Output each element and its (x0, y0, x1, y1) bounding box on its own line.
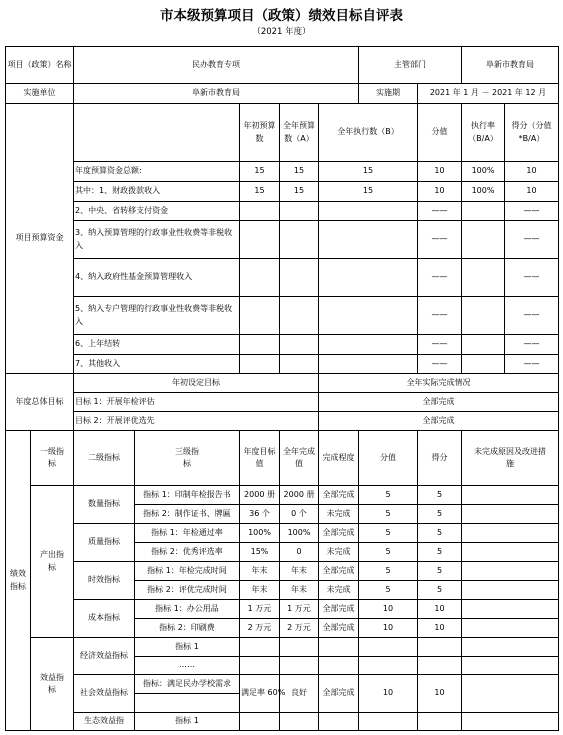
table-row: 生态效益指 指标 1 (6, 713, 559, 731)
table-row: 质量指标 指标 1：年检通过率 100% 100% 全部完成 5 5 (6, 524, 559, 543)
benefit-label: 效益指标 (31, 638, 74, 731)
period-label: 实施期 (359, 84, 418, 104)
project-name-value: 民办教育专项 (74, 47, 359, 84)
output-label: 产出指标 (31, 486, 74, 638)
table-row: 成本指标 指标 1：办公用品 1 万元 1 万元 全部完成 10 10 (6, 600, 559, 619)
funds-row: 2、中央、省转移支付资金 —— —— (6, 202, 559, 221)
col-full-budget: 全年预算数（A） (280, 104, 319, 162)
col-weight: 分值 (418, 104, 462, 162)
perf-h-weight: 分值 (359, 431, 418, 486)
perf-h-reason: 未完成原因及改进措施 (462, 431, 559, 486)
project-name-label: 项目（政策）名称 (6, 47, 74, 84)
funds-row: 7、其他收入 —— —— (6, 355, 559, 374)
funds-row: 5、纳入专户管理的行政事业性收费等非税收入 —— —— (6, 297, 559, 335)
perf-h-l2: 二级指标 (74, 431, 135, 486)
perf-h-degree: 完成程度 (319, 431, 359, 486)
col-exec-rate: 执行率（B/A） (462, 104, 505, 162)
goal-planned-header: 年初设定目标 (74, 374, 319, 393)
perf-h-score: 得分 (418, 431, 462, 486)
period-value: 2021 年 1 月 － 2021 年 12 月 (418, 84, 559, 104)
page-subtitle-year: （2021 年度） (252, 27, 311, 37)
table-row: 指标 2：制作证书、牌匾 36 个 0 个 未完成 5 5 (6, 505, 559, 524)
table-row: 指标 2：评优完成时间 年末 年末 未完成 5 5 (6, 581, 559, 600)
page-title: 市本级预算项目（政策）绩效目标自评表 (160, 8, 403, 24)
annual-goal-label: 年度总体目标 (6, 374, 74, 431)
economic-benefit-label: 经济效益指标 (74, 638, 135, 675)
goal-actual-header: 全年实际完成情况 (319, 374, 559, 393)
perf-h-l3: 三级指标 (135, 431, 240, 486)
funds-row: 6、上年结转 —— —— (6, 335, 559, 355)
funds-row: 其中：1、财政拨款收入 15 15 15 10 100% 10 (6, 182, 559, 202)
dept-value: 阜新市教育局 (462, 47, 559, 84)
funds-row: 年度预算资金总额: 15 15 15 10 100% 10 (6, 162, 559, 182)
social-benefit-label: 社会效益指标 (74, 675, 135, 713)
funds-row: 3、纳入预算管理的行政事业性收费等非税收入 —— —— (6, 221, 559, 259)
perf-h-target: 年度目标值 (240, 431, 280, 486)
funds-row: 4、纳入政府性基金预算管理收入 —— —— (6, 259, 559, 297)
goal-row: 目标 2：开展评优选先 全部完成 (6, 412, 559, 431)
col-full-exec: 全年执行数（B） (319, 104, 418, 162)
eco-benefit-label: 生态效益指 (74, 713, 135, 731)
evaluation-table (5, 46, 559, 731)
dept-label: 主管部门 (359, 47, 462, 84)
perf-h-l1: 一级指标 (31, 431, 74, 486)
table-row: 时效指标 指标 1：年检完成时间 年末 年末 全部完成 5 5 (6, 562, 559, 581)
col-initial-budget: 年初预算数 (240, 104, 280, 162)
unit-value: 阜新市教育局 (74, 84, 359, 104)
table-row: 产出指标 数量指标 指标 1：印制年检报告书 2000 册 2000 册 全部完成 5 5 (6, 486, 559, 505)
funds-label: 项目预算资金 (6, 104, 74, 374)
table-row: 指标 2：印刷费 2 万元 2 万元 全部完成 10 10 (6, 619, 559, 638)
table-row: 社会效益指标 指标：满足民办学校需求 满足率 60% 良好 全部完成 10 10 (6, 675, 559, 694)
unit-label: 实施单位 (6, 84, 74, 104)
table-row: 指标 2：优秀评选率 15% 0 未完成 5 5 (6, 543, 559, 562)
table-row: …… (6, 657, 559, 675)
table-row: 效益指标 经济效益指标 指标 1 (6, 638, 559, 657)
goal-row: 目标 1：开展年检评估 全部完成 (6, 393, 559, 412)
perf-label: 绩效指标 (6, 431, 31, 731)
perf-h-actual: 全年完成值 (280, 431, 319, 486)
col-score: 得分（分值*B/A） (505, 104, 559, 162)
